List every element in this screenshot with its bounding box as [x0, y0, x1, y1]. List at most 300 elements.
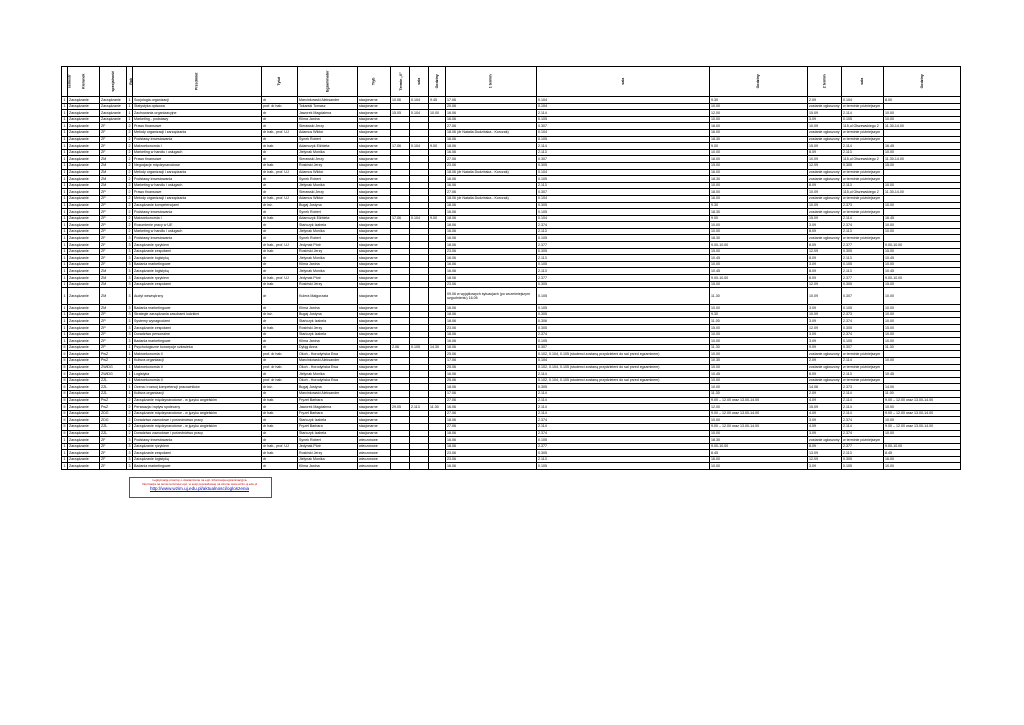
table-cell: 3 — [128, 450, 131, 455]
table-cell: 27.06 — [446, 423, 537, 430]
table-cell: dr hab. — [262, 397, 298, 404]
table-cell: 2.113 — [842, 371, 884, 378]
table-cell: 0.105 — [410, 344, 429, 351]
table-cell: 18.00 — [710, 123, 808, 130]
table-cell: Zarządzanie logistyką — [133, 456, 262, 463]
table-cell: 2.113 — [842, 149, 884, 156]
table-cell: 9.00 – 12.00 oraz 13.00-14.00 — [710, 397, 808, 404]
table-cell — [410, 156, 429, 163]
table-cell: stacjonarne — [358, 404, 391, 411]
table-cell: 10.45 — [710, 268, 808, 275]
table-cell: 2.374 — [842, 417, 884, 424]
table-cell: zostanie ogłoszony — [809, 209, 840, 214]
table-cell: dr — [262, 305, 298, 312]
table-cell: 10.09 — [808, 202, 842, 209]
table-cell: 11.00 — [884, 390, 961, 397]
table-cell: 2.06 — [391, 344, 410, 351]
table-cell: prof. dr hab. — [262, 377, 298, 384]
table-cell — [429, 169, 446, 176]
table-cell: Zarządzanie — [68, 275, 100, 282]
table-cell: dr — [262, 116, 298, 123]
table-cell: dr hab. — [262, 410, 298, 417]
table-cell: 3 — [128, 444, 131, 449]
table-cell: Adamus Wiktor — [298, 129, 358, 136]
note — [131, 478, 268, 492]
table-cell: ZDG — [100, 417, 127, 424]
table-cell: ZF — [100, 463, 127, 470]
table-cell: 0.105 — [842, 463, 884, 470]
table-cell: zostanie ogłoszony — [809, 196, 840, 201]
table-cell — [410, 162, 429, 169]
table-cell: 2.374 — [842, 318, 884, 325]
table-cell: 2.377 — [537, 443, 710, 450]
table-cell: 2.373 — [842, 311, 884, 318]
table-cell: 18.06 — [446, 143, 537, 150]
table-cell: 18.00 — [710, 189, 808, 196]
table-cell — [391, 242, 410, 249]
table-cell: PwZ — [100, 351, 127, 358]
table-cell: ZP — [100, 331, 127, 338]
table-cell: 1 — [63, 249, 66, 254]
table-cell: 10.00 — [884, 116, 961, 123]
table-cell: 0.307 — [537, 156, 710, 163]
table-cell: Zarządzanie — [68, 176, 100, 183]
table-cell: 1 — [63, 325, 66, 330]
table-cell — [410, 437, 429, 444]
header-cell: semestr — [62, 67, 68, 97]
table-cell: 16.06 — [446, 235, 537, 242]
table-cell: 2.374 — [537, 222, 710, 229]
table-cell: dr — [262, 222, 298, 229]
table-cell: Stańczyk Izabela — [298, 417, 358, 424]
table-cell: ZF — [100, 255, 127, 262]
table-cell: 8.45 — [710, 450, 808, 457]
table-cell: 11.00 — [710, 318, 808, 325]
table-cell: II — [63, 358, 66, 363]
table-cell: ZP — [100, 338, 127, 345]
table-cell — [429, 437, 446, 444]
table-cell: stacjonarne — [358, 103, 391, 110]
table-cell — [410, 255, 429, 262]
note-link[interactable]: http://www.wzim.uj.edu.pl/aktualnosci/ogloszenia — [149, 486, 250, 491]
table-cell: 18.06 — [446, 384, 537, 391]
table-cell: 2.113 — [842, 228, 884, 235]
table-cell: Rosiński Jerzy — [298, 450, 358, 457]
table-cell: 2.114 — [537, 110, 710, 117]
table-cell: 2.09 — [808, 97, 842, 104]
table-cell: 29.05 — [391, 404, 410, 411]
table-cell — [429, 311, 446, 318]
table-cell: stacjonarne — [358, 116, 391, 123]
table-cell: 3.09 — [808, 116, 842, 123]
table-cell: ZP — [100, 228, 127, 235]
table-row — [62, 248, 961, 255]
table-cell: 0.105 — [537, 209, 710, 216]
table-cell — [410, 242, 429, 249]
table-row — [62, 443, 961, 450]
table-cell: dr — [262, 430, 298, 437]
table-row — [62, 331, 961, 338]
table-cell: 9.00-10.00 — [884, 443, 961, 450]
table-cell: stacjonarne — [358, 169, 391, 176]
table-cell: Sierawski Jerzy — [298, 189, 358, 196]
table-cell: Doradztwo personalne — [133, 331, 262, 338]
table-cell: 16.00 — [710, 169, 808, 176]
table-cell: Rozumienie pracy w UE — [133, 222, 262, 229]
table-cell — [391, 182, 410, 189]
table-row — [62, 450, 961, 457]
table-cell: Zarządzanie — [68, 189, 100, 196]
table-cell: 4.09 — [808, 423, 842, 430]
table-row — [62, 103, 961, 110]
table-cell: 15.09 — [808, 143, 842, 150]
table-cell: 0.105 — [842, 116, 884, 123]
table-cell: 0.305 — [842, 325, 884, 332]
table-cell: Podstawy inwestowania — [133, 176, 262, 183]
table-cell — [410, 456, 429, 463]
table-cell: 2 — [128, 404, 131, 409]
table-cell: dr — [262, 390, 298, 397]
table-row — [62, 281, 961, 288]
table-cell: 1 — [128, 104, 131, 109]
table-row — [62, 182, 961, 189]
table-cell: 1 — [63, 117, 66, 122]
table-cell: 10.09 — [808, 288, 842, 305]
table-cell — [429, 275, 446, 282]
table-cell: stacjonarne — [358, 176, 391, 183]
table-cell: 3 — [128, 338, 131, 343]
table-cell: dr hab., prof. UJ — [262, 129, 298, 136]
table-cell: dr hab., prof. UJ — [262, 242, 298, 249]
table-cell: 10.00 — [710, 463, 808, 470]
table-cell: 1 — [63, 176, 66, 181]
table-cell: 18.30 — [710, 437, 808, 444]
table-cell: 11.30 — [429, 404, 446, 411]
table-cell: 10.00 — [884, 338, 961, 345]
table-cell: zostanie ogłoszony — [809, 378, 840, 383]
table-cell: Bugaj Justyna — [298, 384, 358, 391]
table-cell: stacjonarne — [358, 338, 391, 345]
table-row — [62, 235, 961, 242]
table-cell: Marcinkowski Aleksander — [298, 390, 358, 397]
table-cell: 10.09 — [808, 123, 842, 130]
table-cell: 3.09 — [808, 318, 842, 325]
table-cell: ZDG — [100, 410, 127, 417]
table-cell: ZZL — [100, 423, 127, 430]
table-cell: ZM — [100, 156, 127, 163]
table-cell: Zarządzanie — [68, 281, 100, 288]
table-cell: Negocjacje międzynarodowe — [133, 162, 262, 169]
table-cell: prof. dr hab. — [262, 103, 298, 110]
table-cell: 2 — [128, 424, 131, 429]
table-cell — [391, 162, 410, 169]
table-cell: PwZ — [100, 397, 127, 404]
table-cell: Jielynak Monika — [298, 228, 358, 235]
table-cell: 0.102, 0.104, 0.105 (studenci zostaną przydzieleni do sal przed egzaminem) — [537, 364, 710, 371]
table-cell: 16.45 — [884, 143, 961, 150]
table-row — [62, 195, 961, 202]
table-cell: dr — [262, 189, 298, 196]
table-cell: 9.00-10.00 — [710, 275, 808, 282]
table-cell — [429, 189, 446, 196]
table-cell: 10.00 — [884, 305, 961, 312]
table-cell — [429, 103, 446, 110]
table-cell: dr hab. — [262, 248, 298, 255]
table-cell: 2.114 — [842, 410, 884, 417]
table-cell: 10.00 — [884, 228, 961, 235]
table-cell: 2.374 — [842, 222, 884, 229]
table-cell: 11.30 — [710, 390, 808, 397]
table-cell: Zarządzanie — [68, 110, 100, 117]
table-row — [62, 305, 961, 312]
table-cell: Zarządzanie — [68, 235, 100, 242]
table-cell: 3 — [128, 312, 131, 317]
table-cell: 3.09 — [808, 417, 842, 424]
table-row — [62, 338, 961, 345]
table-cell: 9.00-10.00 — [884, 242, 961, 249]
table-cell: ZP — [100, 311, 127, 318]
table-cell: Sierawski Jerzy — [298, 156, 358, 163]
exam-schedule-table — [61, 66, 961, 470]
table-cell: ZF — [100, 443, 127, 450]
table-cell: II — [63, 404, 66, 409]
table-cell — [391, 456, 410, 463]
table-cell: 0.105 — [537, 176, 710, 183]
table-cell: 0.104 — [410, 97, 429, 104]
table-cell — [391, 103, 410, 110]
table-cell: zostanie ogłoszony — [809, 351, 840, 356]
table-cell: 3 — [128, 268, 131, 273]
table-cell: 3.09 — [808, 338, 842, 345]
table-cell — [429, 228, 446, 235]
table-cell: stacjonarne — [358, 364, 391, 371]
table-cell: 1 — [62, 288, 68, 305]
table-cell: 0.104 — [537, 357, 710, 364]
table-cell: Okoń - Horodyńska Ewa — [298, 351, 358, 358]
table-cell — [884, 209, 961, 216]
table-cell: Zarządzanie — [68, 136, 100, 143]
table-cell: 1 — [63, 203, 66, 207]
table-cell: 18.00 — [710, 156, 808, 163]
table-cell — [410, 410, 429, 417]
table-row — [62, 456, 961, 463]
table-cell: 2 — [128, 196, 131, 201]
table-cell: 18.30 — [710, 136, 808, 143]
table-cell: 1 — [63, 189, 66, 194]
table-cell: Zarządzanie — [68, 103, 100, 110]
table-cell: 2.113 — [537, 228, 710, 235]
table-cell — [884, 103, 961, 110]
table-cell: Zarządzanie — [68, 318, 100, 325]
table-cell: 0.104 — [410, 110, 429, 117]
table-cell: 9.00-10.00 — [884, 275, 961, 282]
table-cell: 10.00 — [710, 149, 808, 156]
table-cell: 2.09 — [808, 390, 842, 397]
table-row — [62, 437, 961, 444]
table-cell: 3.09 — [808, 331, 842, 338]
table-cell: prof. dr hab. — [262, 364, 298, 371]
table-cell: 2.114 — [537, 371, 710, 378]
table-cell: Makroekonomia I — [133, 215, 262, 222]
table-cell: stacjonarne — [358, 235, 391, 242]
table-cell: 0.305 — [537, 202, 710, 209]
table-cell: Marketing w handlu i usługach — [133, 182, 262, 189]
table-cell: Zarządzanie — [68, 437, 100, 444]
table-cell — [410, 275, 429, 282]
table-cell: 2 — [128, 229, 131, 234]
table-cell — [429, 209, 446, 216]
header-cell: Egzaminator — [298, 67, 358, 97]
table-cell: 8.00 — [884, 97, 961, 104]
table-cell: Jielynak Monika — [298, 268, 358, 275]
table-cell: Zarządzanie — [68, 417, 100, 424]
table-cell: dr hab., prof. UJ — [262, 195, 298, 202]
table-cell: 2.373 — [842, 384, 884, 391]
table-cell: Zarządzanie — [68, 209, 100, 216]
table-cell: 3 — [128, 332, 131, 337]
table-cell: 3 — [128, 325, 131, 330]
table-cell — [429, 430, 446, 437]
table-cell: Bugaj Justyna — [298, 202, 358, 209]
table-cell: 1 — [63, 222, 66, 227]
table-cell: 1 — [128, 117, 131, 122]
table-cell: Zarządzanie — [68, 116, 100, 123]
table-cell: Zarządzanie — [68, 351, 100, 358]
table-cell: 2 — [128, 431, 131, 435]
table-cell — [391, 176, 410, 183]
table-cell: 10.00 — [884, 463, 961, 470]
table-cell — [391, 275, 410, 282]
table-cell — [410, 235, 429, 242]
table-row — [62, 116, 961, 123]
table-cell: Zarządzanie — [68, 97, 100, 104]
table-cell: Zarządzanie — [100, 116, 127, 123]
table-cell: 1 — [63, 163, 66, 168]
table-cell — [429, 318, 446, 325]
table-cell: 16.06 — [446, 116, 537, 123]
table-cell: 1 — [63, 143, 66, 148]
table-cell: 1 — [63, 457, 66, 462]
table-cell: 3.09 — [808, 222, 842, 229]
table-cell: 10.45 — [710, 371, 808, 378]
table-cell: Rosiński Jerzy — [298, 248, 358, 255]
table-cell — [884, 136, 961, 143]
table-cell: 1 — [63, 332, 66, 337]
table-cell — [410, 176, 429, 183]
table-row — [62, 156, 961, 163]
table-cell: 9.00 – 12.00 oraz 13.00-14.00 — [884, 397, 961, 404]
table-cell: 11.30 — [884, 344, 961, 351]
table-cell: 15.05 — [391, 110, 410, 117]
table-cell: 2.377 — [842, 443, 884, 450]
table-cell: Zarządzanie — [68, 384, 100, 391]
table-row — [62, 325, 961, 332]
table-cell: 8.09 — [808, 443, 842, 450]
table-row — [62, 430, 961, 437]
table-cell: 16.00 — [710, 456, 808, 463]
table-cell: 0.105 — [537, 261, 710, 268]
table-row — [62, 261, 961, 268]
table-cell: 1 — [63, 262, 66, 267]
table-cell: 0.305 — [537, 311, 710, 318]
table-row — [62, 364, 961, 371]
table-cell: dr — [262, 437, 298, 444]
table-cell: 1 — [63, 104, 66, 109]
table-cell — [391, 288, 410, 305]
table-cell: stacjonarne — [358, 189, 391, 196]
table-cell: ZF — [100, 149, 127, 156]
table-cell: w terminie późniejszym — [842, 176, 884, 183]
table-cell: Metody organizacji i zarządzania — [133, 129, 262, 136]
table-cell: dr — [262, 136, 298, 143]
table-cell — [884, 351, 961, 358]
table-cell: Zarządzanie — [68, 143, 100, 150]
table-cell — [410, 423, 429, 430]
table-cell: 0.105 — [842, 338, 884, 345]
table-cell: Marcinkowski Aleksander — [298, 357, 358, 364]
table-cell — [429, 331, 446, 338]
table-cell: 18.06 — [446, 311, 537, 318]
table-cell — [884, 364, 961, 371]
table-cell: 16.06 — [446, 182, 537, 189]
table-cell — [410, 364, 429, 371]
table-cell: 9.00 — [710, 143, 808, 150]
table-cell: stacjonarne — [358, 215, 391, 222]
header-cell: sala — [842, 67, 884, 97]
table-cell: dr hab., prof. UJ — [262, 275, 298, 282]
table-cell: Zarządzanie logistyką — [133, 268, 262, 275]
table-cell: dr — [262, 357, 298, 364]
table-cell: wieczorowe — [358, 456, 391, 463]
table-cell: Zarządzanie kompetencjami — [133, 202, 262, 209]
table-cell: 1 — [128, 97, 131, 102]
table-cell: Prawo finansowe — [133, 189, 262, 196]
table-row — [62, 176, 961, 183]
table-cell: ZF — [100, 456, 127, 463]
table-cell: ZP — [100, 209, 127, 216]
table-cell: w terminie późniejszym — [842, 351, 884, 358]
table-cell: 10.00 — [884, 222, 961, 229]
table-cell: 16.45 — [884, 215, 961, 222]
table-cell: 16.06 — [446, 268, 537, 275]
header-cell: Tryb — [358, 67, 391, 97]
header-cell: Godziny — [884, 67, 961, 97]
table-cell: Klima Janina — [298, 338, 358, 345]
table-cell: 2 — [128, 163, 131, 168]
table-cell: 1 — [128, 384, 131, 389]
table-cell: dr — [262, 338, 298, 345]
header-cell: Tytuł — [262, 67, 298, 97]
table-cell: 12.09 — [808, 456, 842, 463]
table-cell: 0.305 — [537, 281, 710, 288]
table-cell: Makroekonomia II — [133, 351, 262, 358]
table-cell: 2 — [128, 216, 131, 221]
table-cell: Bugaj Justyna — [298, 311, 358, 318]
table-cell: wieczorowe — [358, 437, 391, 444]
table-cell: 2.377 — [537, 242, 710, 249]
table-cell — [429, 325, 446, 332]
table-cell: 18.30 — [710, 176, 808, 183]
table-cell: 25.06 — [446, 377, 537, 384]
table-cell: 0.307 — [842, 344, 884, 351]
table-body — [62, 97, 961, 470]
table-cell — [429, 357, 446, 364]
table-cell — [410, 443, 429, 450]
table-cell: 18.06 — [446, 318, 537, 325]
table-row — [62, 275, 961, 282]
table-cell — [884, 437, 961, 444]
table-cell — [391, 371, 410, 378]
